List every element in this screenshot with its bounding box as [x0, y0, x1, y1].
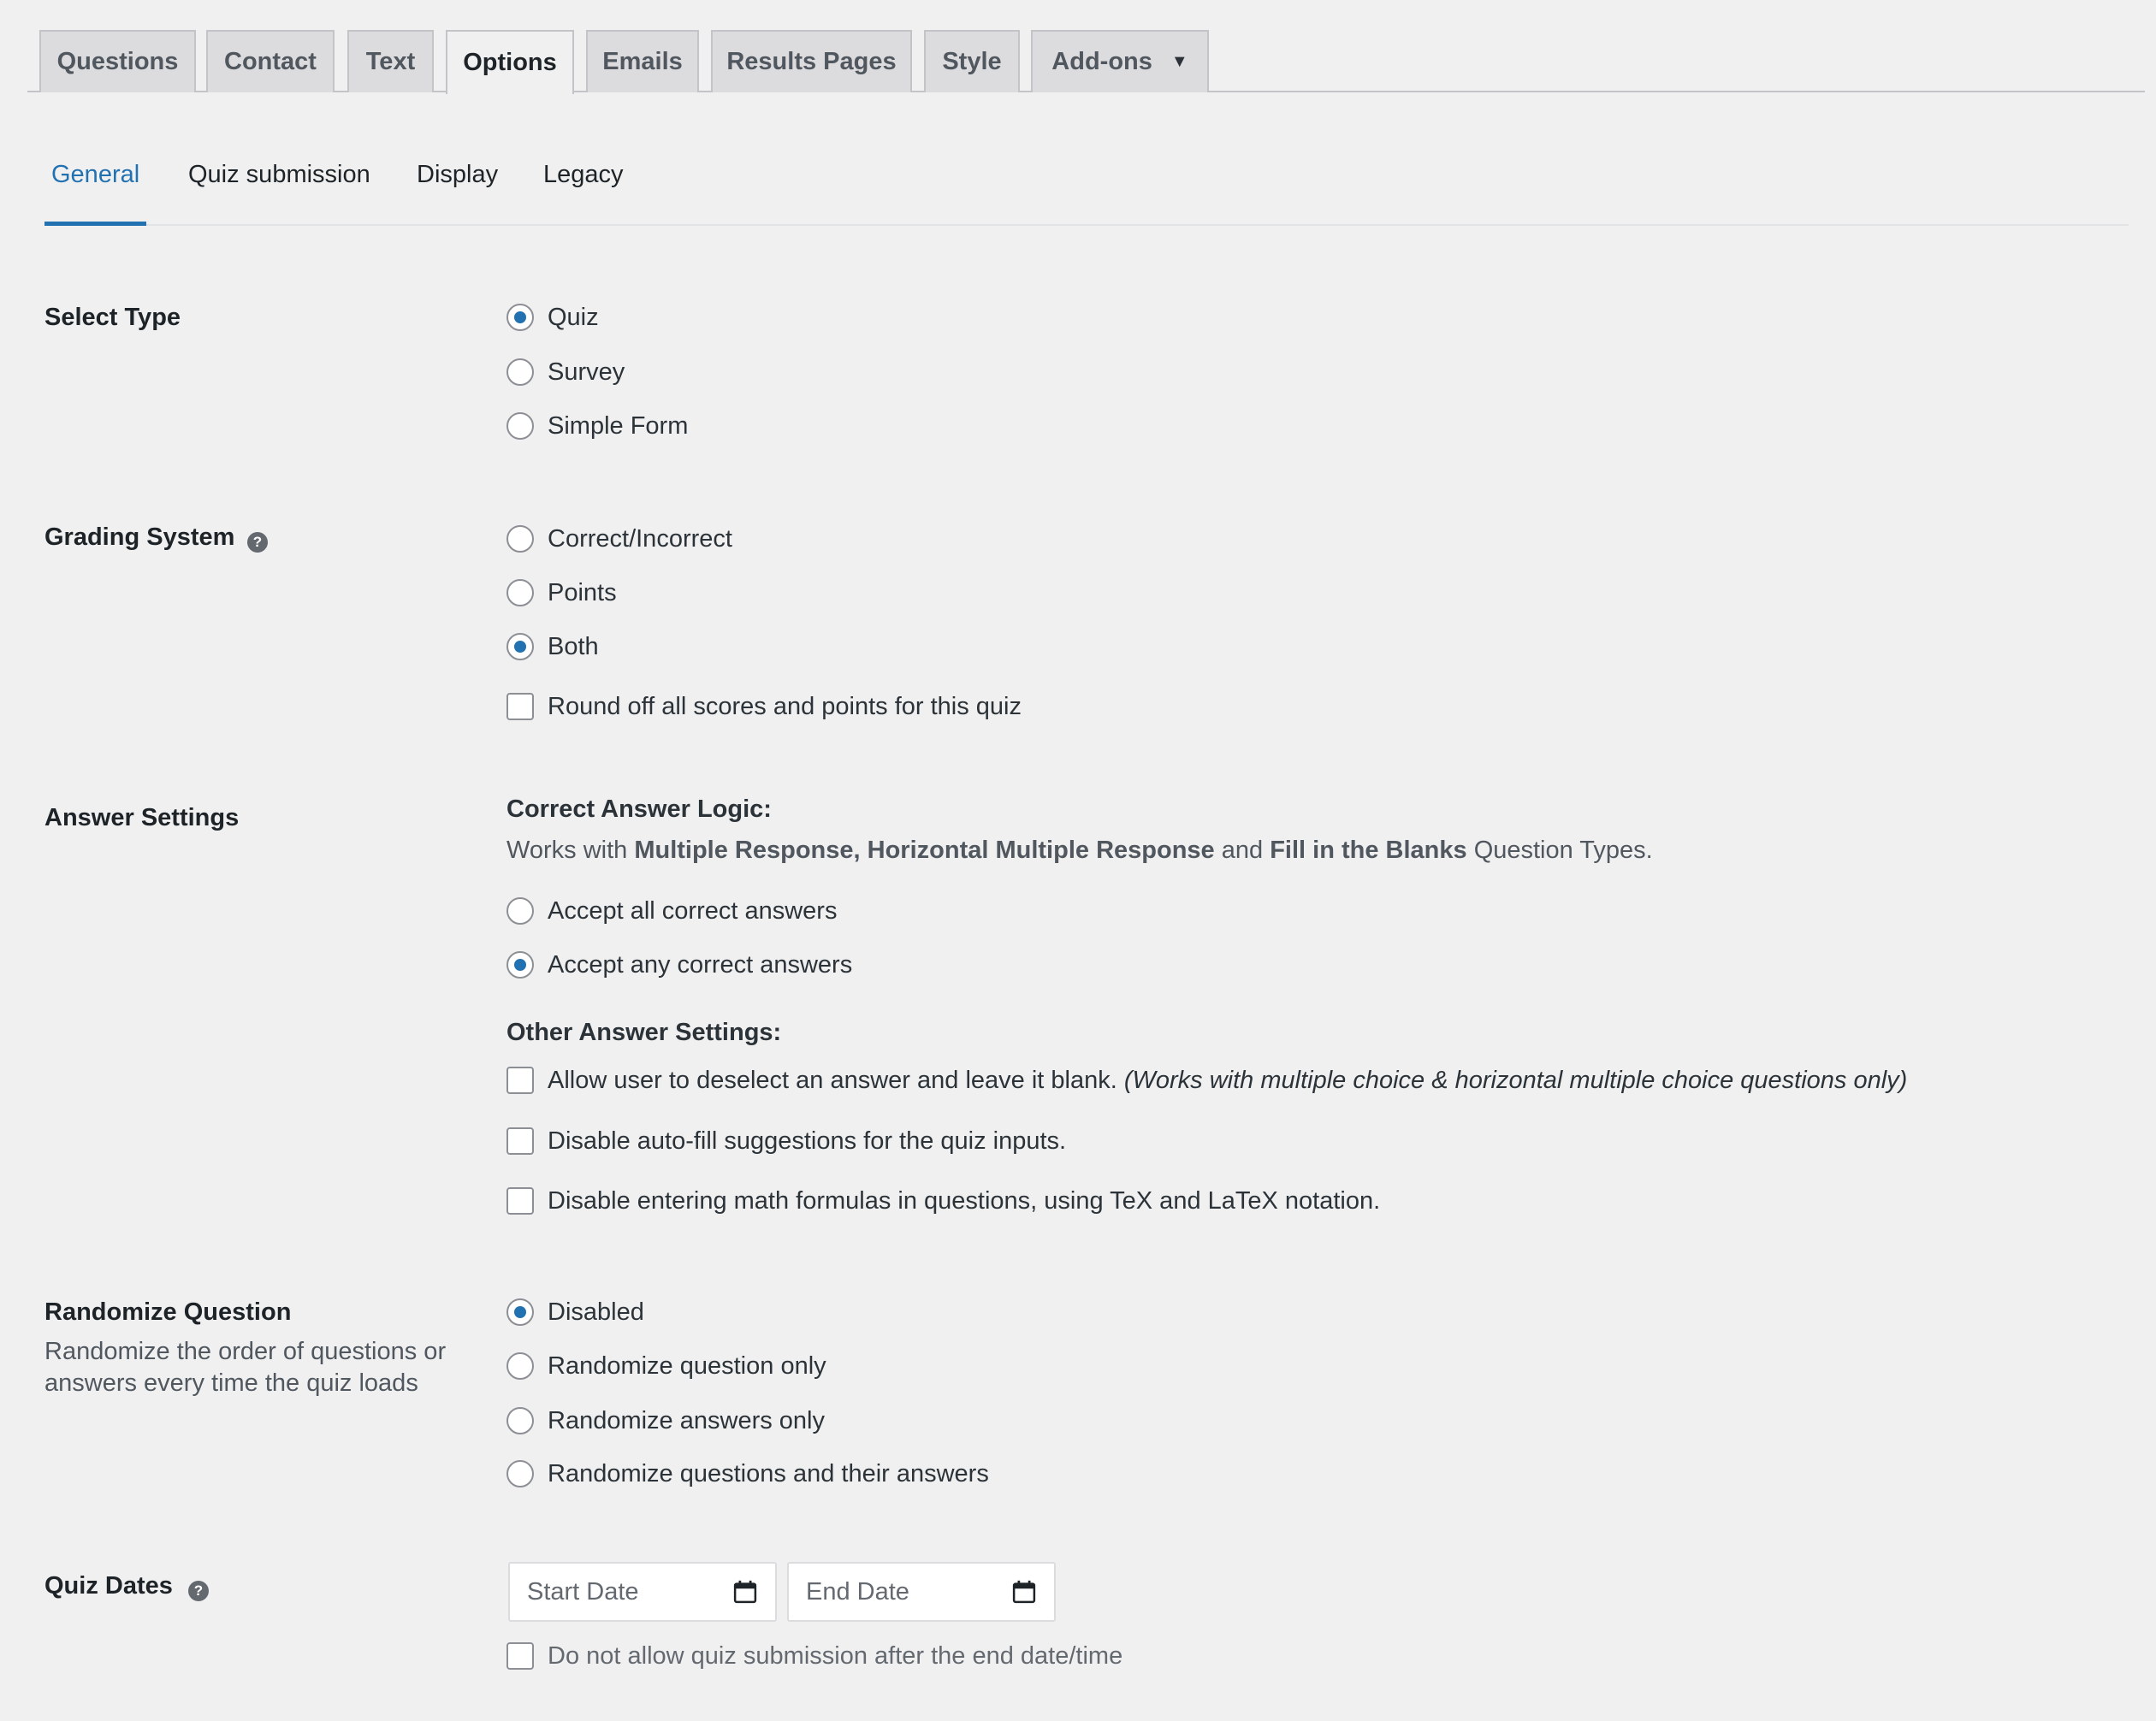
checkbox[interactable] — [506, 1187, 534, 1215]
tab-label: Options — [463, 49, 557, 76]
end-date-placeholder: End Date — [806, 1577, 909, 1606]
tab-options[interactable] — [446, 30, 574, 94]
tab-contact[interactable] — [206, 30, 335, 92]
checkbox[interactable] — [506, 1127, 534, 1155]
calendar-icon[interactable] — [732, 1579, 758, 1605]
note-suffix: Question Types. — [1473, 837, 1653, 864]
option-label: Survey — [548, 358, 625, 386]
tab-text[interactable] — [347, 30, 434, 92]
radio-button[interactable] — [506, 1460, 534, 1487]
note-and: and — [1221, 837, 1264, 864]
quiz-dates-label: Quiz Dates — [44, 1572, 173, 1600]
math-checkbox-row[interactable] — [506, 1186, 1380, 1216]
radio-randomize-both[interactable] — [506, 1458, 989, 1489]
radio-button[interactable] — [506, 1407, 534, 1434]
option-label: Randomize question only — [548, 1351, 826, 1380]
autofill-checkbox-row[interactable] — [506, 1126, 1066, 1156]
radio-button[interactable] — [506, 897, 534, 925]
top-tab-bar — [27, 0, 2145, 92]
radio-button[interactable] — [506, 412, 534, 440]
question-mark-icon[interactable]: ? — [188, 1581, 209, 1601]
deselect-note: (Works with multiple choice & horizontal multiple choice questions only) — [1123, 1066, 1908, 1094]
calendar-icon[interactable] — [1011, 1579, 1037, 1605]
other-answer-settings-heading: Other Answer Settings: — [506, 1019, 782, 1046]
note-types-1: Multiple Response, Horizontal Multiple Response — [634, 837, 1215, 864]
radio-button[interactable] — [506, 525, 534, 553]
subtab-display[interactable]: Display — [417, 161, 499, 188]
radio-simple-form[interactable] — [506, 411, 688, 441]
radio-accept-any[interactable] — [506, 949, 852, 980]
radio-both[interactable] — [506, 631, 599, 662]
radio-button[interactable] — [506, 951, 534, 979]
option-label: Points — [548, 578, 617, 606]
option-label: Correct/Incorrect — [548, 524, 732, 553]
checkbox[interactable] — [506, 1642, 534, 1670]
option-label: Both — [548, 632, 599, 660]
checkbox[interactable] — [506, 693, 534, 720]
option-label: Disabled — [548, 1298, 644, 1326]
sub-tab-bar — [44, 144, 2129, 226]
option-label: Accept all correct answers — [548, 896, 838, 925]
answer-settings-label: Answer Settings — [44, 804, 240, 831]
radio-quiz[interactable] — [506, 302, 599, 333]
option-label: Disable entering math formulas in questions, using TeX and LaTeX notation. — [548, 1186, 1381, 1215]
option-label: Randomize questions and their answers — [548, 1459, 989, 1487]
radio-button[interactable] — [506, 633, 534, 660]
tab-label: Emails — [602, 48, 683, 75]
tab-label: Text — [365, 48, 416, 75]
radio-button[interactable] — [506, 579, 534, 606]
subtab-legacy[interactable]: Legacy — [543, 161, 624, 188]
start-date-placeholder: Start Date — [527, 1577, 639, 1606]
tab-emails[interactable] — [586, 30, 699, 92]
tab-label: Results Pages — [726, 48, 897, 75]
subtab-general[interactable]: General — [44, 144, 146, 226]
option-label: Disable auto-fill suggestions for the quiz inputs. — [548, 1127, 1067, 1155]
option-label: Round off all scores and points for this quiz — [548, 692, 1022, 720]
radio-points[interactable] — [506, 577, 617, 608]
radio-button[interactable] — [506, 358, 534, 386]
radio-button[interactable] — [506, 1352, 534, 1380]
tab-label: Questions — [56, 48, 179, 75]
tab-add-ons[interactable] — [1031, 30, 1209, 92]
no-submit-after-end-checkbox-row[interactable] — [506, 1641, 1122, 1671]
start-date-input[interactable] — [508, 1562, 777, 1622]
tab-label: Contact — [224, 48, 317, 75]
option-label: Accept any correct answers — [548, 950, 853, 979]
end-date-input[interactable] — [787, 1562, 1056, 1622]
randomize-description: Randomize the order of questions or answers every time the quiz loads — [44, 1338, 447, 1397]
tab-questions[interactable] — [39, 30, 196, 92]
note-prefix: Works with — [506, 837, 628, 864]
deselect-label: Allow user to deselect an answer and leave it blank. — [548, 1066, 1117, 1094]
correct-answer-logic-heading: Correct Answer Logic: — [506, 795, 772, 823]
option-label: Simple Form — [548, 411, 689, 440]
option-label — [548, 1067, 1907, 1095]
grading-system-label: Grading System — [44, 523, 235, 551]
tab-style[interactable] — [924, 30, 1020, 92]
radio-correct-incorrect[interactable] — [506, 523, 732, 554]
question-mark-icon[interactable]: ? — [247, 532, 268, 553]
radio-button[interactable] — [506, 1298, 534, 1326]
randomize-question-label: Randomize Question — [44, 1298, 292, 1326]
option-label: Randomize answers only — [548, 1406, 825, 1434]
tab-label: Style — [942, 48, 1002, 75]
select-type-label: Select Type — [44, 304, 181, 331]
radio-disabled[interactable] — [506, 1297, 644, 1328]
checkbox[interactable] — [506, 1067, 534, 1094]
radio-accept-all[interactable] — [506, 896, 837, 926]
tab-label: Add-ons — [1051, 48, 1152, 75]
option-label: Quiz — [548, 303, 599, 331]
radio-randomize-answers-only[interactable] — [506, 1405, 825, 1436]
radio-randomize-question-only[interactable] — [506, 1351, 826, 1381]
radio-survey[interactable] — [506, 357, 625, 387]
note-types-2: Fill in the Blanks — [1270, 837, 1467, 864]
deselect-checkbox-row[interactable] — [506, 1065, 1907, 1096]
radio-button[interactable] — [506, 304, 534, 331]
caret-down-icon: ▼ — [1170, 52, 1188, 71]
subtab-quiz-submission[interactable]: Quiz submission — [188, 161, 370, 188]
option-label: Do not allow quiz submission after the end date/time — [548, 1641, 1123, 1670]
round-off-checkbox-row[interactable] — [506, 691, 1022, 722]
answer-logic-note — [506, 837, 1653, 865]
tab-results-pages[interactable] — [711, 30, 912, 92]
